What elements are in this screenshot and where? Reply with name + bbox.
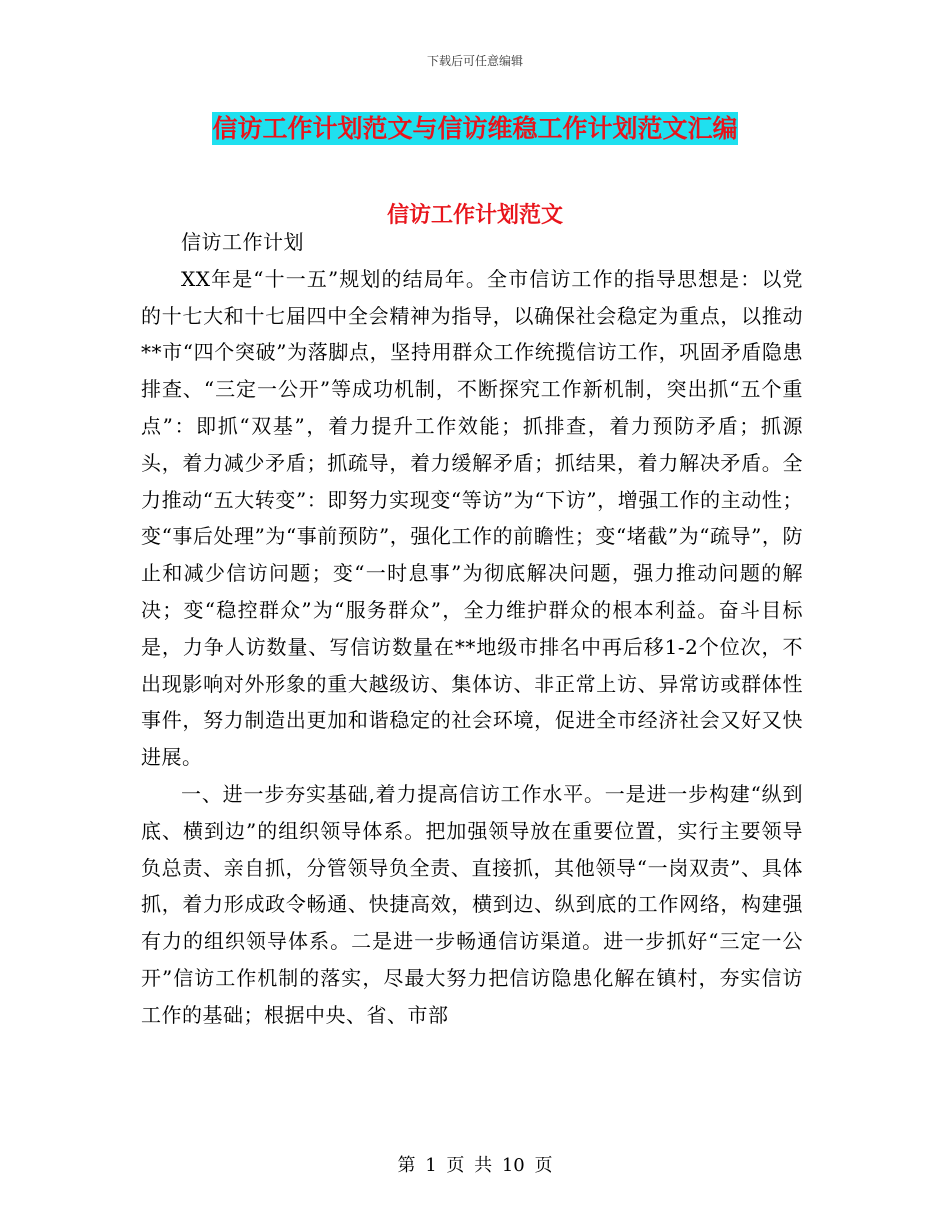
document-body xyxy=(141,224,803,1034)
page-number: 第 1 页 共 10 页 xyxy=(397,1155,553,1176)
paragraph: 一、进一步夯实基础,着力提高信访工作水平。一是进一步构建“纵到底、横到边”的组织领导体系。把加强领导放在重要位置，实行主要领导负总责、亲自抓，分管领导负全责、直接抓，其他领导“一岗双责”、具体抓，着力形成政令畅通、快捷高效，横到边、纵到底的工作网络，构建强有力的组织领导体系。二是进一步畅通信访渠道。进一步抓好“三定一公开”信访工作机制的落实，尽最大努力把信访隐患化解在镇村，夯实信访工作的基础；根据中央、省、市部 xyxy=(141,781,803,1027)
main-title-text: 信访工作计划范文与信访维稳工作计划范文汇编 xyxy=(212,114,738,143)
section-title: 信访工作计划范文 xyxy=(386,203,563,228)
document-main-title xyxy=(0,112,950,149)
page-header-note: 下载后可任意编辑 xyxy=(426,54,523,68)
paragraph-heading: 信访工作计划 xyxy=(181,230,304,254)
paragraph: XX年是“十一五”规划的结局年。全市信访工作的指导思想是：以党的十七大和十七届四中全会精神为指导，以确保社会稳定为重点，以推动**市“四个突破”为落脚点，坚持用群众工作统揽信访工作，巩固矛盾隐患排查、“三定一公开”等成功机制，不断探究工作新机制，突出抓“五个重点”：即抓“双基”，着力提升工作效能；抓排查，着力预防矛盾；抓源头，着力减少矛盾；抓疏导，着力缓解矛盾；抓结果，着力解决矛盾。全力推动“五大转变”：即努力实现变“等访”为“下访”，增强工作的主动性；变“事后处理”为“事前预防”，强化工作的前瞻性；变“堵截”为“疏导”，防止和减少信访问题；变“一时息事”为彻底解决问题，强力推动问题的解决；变“稳控群众”为“服务群众”，全力维护群众的根本利益。奋斗目标是，力争人访数量、写信访数量在**地级市排名中再后移1-2个位次，不出现影响对外形象的重大越级访、集体访、非正常上访、异常访或群体性事件，努力制造出更加和谐稳定的社会环境，促进全市经济社会又好又快进展。 xyxy=(141,266,803,770)
